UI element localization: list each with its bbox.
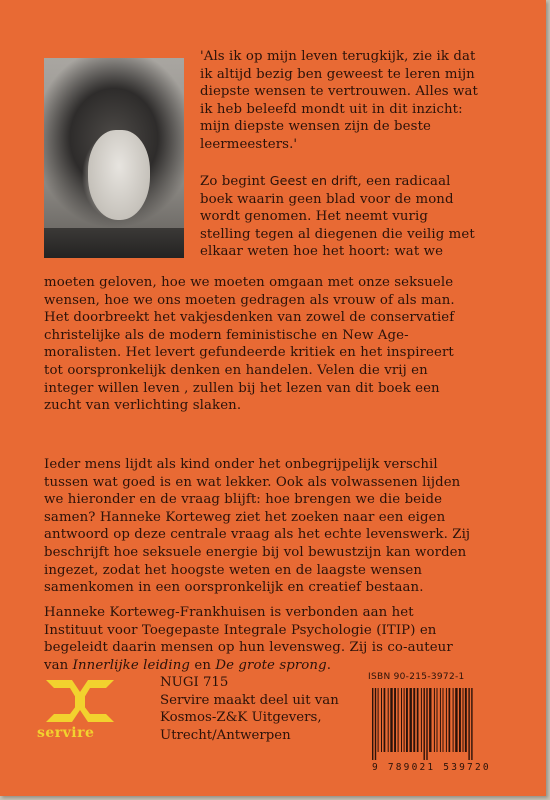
intro-line: zucht van verlichting slaken. [44, 398, 242, 414]
barcode-bar [424, 688, 425, 760]
bio-last-suffix: . [326, 657, 332, 673]
publisher-line: Utrecht/Antwerpen [160, 727, 291, 743]
author-face [88, 130, 150, 220]
barcode-bar [406, 688, 408, 752]
barcode-bar [437, 688, 438, 752]
intro-prefix: Zo begint [200, 174, 270, 189]
author-shoulder [44, 228, 184, 258]
paragraph-line: ingezet, zodat het hoogste weten en de laagste wensen [44, 562, 423, 578]
intro-narrow [200, 172, 520, 261]
intro-line: christelijke als de modern feministische en New Age- [44, 327, 409, 343]
quote-line: leermeesters.' [200, 136, 298, 152]
intro-line: elkaar weten hoe het hoort: wat we [200, 244, 444, 260]
paragraph-line: antwoord op deze centrale vraag als het echte levenswerk. Zij [44, 527, 471, 543]
intro-line: Het doorbreekt het vakjesdenken van zowel de conservatief [44, 310, 455, 326]
paragraph-line: tussen wat goed is en wat lekker. Ook als volwassenen lijden [44, 474, 461, 490]
bio-line: Hanneke Korteweg-Frankhuisen is verbonden aan het [44, 605, 414, 620]
paragraph-line: beschrijft hoe seksuele energie bij vol bewustzijn kan worden [44, 544, 467, 560]
quote-line: ik heb beleefd mondt uit in dit inzicht: [200, 101, 463, 117]
barcode-bar [417, 688, 419, 752]
barcode-bar [413, 688, 415, 752]
paragraph-two [44, 456, 528, 597]
barcode-bar [459, 688, 461, 752]
barcode-bar [381, 688, 382, 752]
barcode-bar [398, 688, 399, 752]
bio-joiner: en [190, 657, 216, 673]
barcode-bar [410, 688, 412, 752]
barcode-bar [463, 688, 464, 752]
barcode-bar [388, 688, 389, 752]
barcode-bar [372, 688, 373, 760]
barcode-digits: 9 789021 539720 [372, 762, 491, 773]
quote-line: mijn diepste wensen zijn de beste [200, 119, 431, 135]
bio-last-prefix: van [44, 657, 73, 673]
paragraph-line: samenkomen in een oorspronkelijk en creatief bestaan. [44, 580, 424, 596]
opening-quote [200, 48, 520, 154]
barcode-bar [421, 688, 422, 752]
barcode-bar [440, 688, 441, 752]
publisher-line: Servire maakt deel uit van [160, 692, 339, 708]
barcode-bar [390, 688, 392, 752]
barcode-bar [384, 688, 386, 752]
publisher-info [160, 674, 370, 744]
barcode-bar [401, 688, 402, 752]
intro-line: integer willen leven , zullen bij het lezen van dit boek een [44, 380, 440, 396]
barcode-bar [443, 688, 444, 752]
author-bio [44, 604, 528, 674]
intro-line: tot oorspronkelijk denken en handelen. Velen die vrij en [44, 362, 428, 378]
intro-suffix: , een radicaal [357, 174, 451, 189]
barcode-bar [434, 688, 435, 752]
intro-line: stelling tegen al diegenen die veilig met [200, 226, 475, 242]
quote-line: ik altijd bezig ben geweest te leren mijn [200, 66, 475, 82]
barcode-bar [455, 688, 457, 752]
intro-line: wordt genomen. Het neemt vurig [200, 209, 428, 225]
barcode [366, 686, 528, 774]
servire-wordmark: servire [37, 725, 95, 741]
bio-line: begeleidt daarin mensen op hun levensweg. Zij is co-auteur [44, 640, 453, 656]
barcode-bar [449, 688, 451, 752]
barcode-bars [366, 686, 528, 760]
barcode-bar [468, 688, 469, 760]
barcode-bar [378, 688, 379, 752]
barcode-bar [471, 688, 472, 760]
intro-line: moeten geloven, hoe we moeten omgaan met onze seksuele [44, 275, 454, 290]
bio-book-2: De grote sprong [215, 657, 327, 673]
intro-line: boek waarin geen blad voor de mond [200, 191, 454, 207]
intro-wide [44, 274, 524, 415]
barcode-bar [404, 688, 405, 752]
publisher-line: Kosmos-Z&K Uitgevers, [160, 710, 322, 726]
author-photo [44, 58, 184, 258]
nugi-code: NUGI 715 [160, 675, 229, 690]
bio-book-1: Innerlijke leiding [72, 657, 191, 673]
book-title: Geest en drift [269, 173, 358, 188]
barcode-bar [453, 688, 454, 752]
bio-line: Instituut voor Toegepaste Integrale Psychologie (ITIP) en [44, 622, 437, 638]
isbn-label: ISBN 90-215-3972-1 [368, 672, 465, 682]
quote-line: diepste wensen te vertrouwen. Alles wat [200, 84, 478, 100]
quote-line: 'Als ik op mijn leven terugkijk, zie ik dat [200, 49, 476, 64]
intro-first-line [200, 172, 520, 191]
paragraph-line: Ieder mens lijdt als kind onder het onbegrijpelijk verschil [44, 457, 438, 472]
paragraph-line: samen? Hanneke Korteweg ziet het zoeken naar een eigen [44, 509, 446, 525]
barcode-bar [426, 688, 427, 760]
intro-line: moralisten. Het levert gefundeerde kritiek en het inspireert [44, 345, 454, 361]
barcode-bar [375, 688, 376, 760]
paragraph-line: we hieronder en de vraag blijft: hoe brengen we die beide [44, 492, 443, 508]
barcode-bar [465, 688, 467, 752]
barcode-bar [394, 688, 396, 752]
intro-line: wensen, hoe we ons moeten gedragen als vrouw of als man. [44, 292, 455, 308]
barcode-bar [429, 688, 431, 752]
barcode-bar [446, 688, 447, 752]
